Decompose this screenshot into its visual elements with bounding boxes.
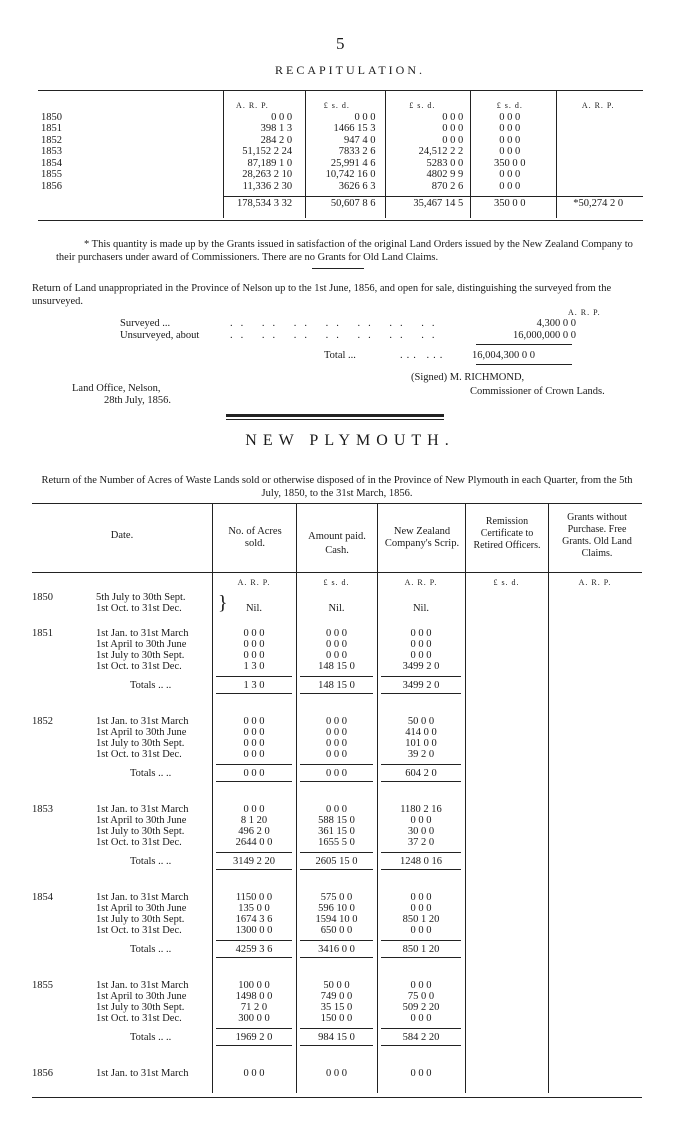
np-date: 1st Jan. to 31st March	[96, 804, 189, 815]
np-year: 1854	[32, 892, 53, 903]
recap-cash: 25,991 4 6	[330, 157, 376, 169]
recap-grants	[553, 112, 643, 124]
np-total-rule	[216, 957, 292, 958]
np-date: 1st Jan. to 31st March	[96, 980, 189, 991]
np-acres: 0 0 0	[243, 628, 265, 639]
page-number: 5	[336, 34, 345, 53]
np-year: 1853	[32, 804, 53, 815]
col-grants-header: Grants without Purchase. Free Grants. Old Land Claims.	[562, 512, 632, 559]
np-total-rule	[216, 781, 292, 782]
np-total-amount: 0 0 0	[326, 768, 347, 779]
np-acres: 0 0 0	[243, 727, 265, 738]
recap-year: 1856	[41, 180, 62, 192]
np-nz: 414 0 0	[405, 727, 437, 738]
np-date: 1st April to 30th June	[96, 639, 187, 650]
col-date-header: Date.	[110, 530, 134, 541]
np-total-rule	[300, 693, 373, 694]
np-nz: 850 1 20	[402, 914, 440, 925]
np-date: 1st April to 30th June	[96, 991, 187, 1002]
recap-totals-row	[38, 198, 643, 210]
recap-footnote: * This quantity is made up by the Grants issued in satisfaction of the original Land Orders issued by the New Zealand Company to their purchasers under award of Commissioners. There are no Grants for Old Land Claims.	[56, 239, 633, 263]
np-total-acres: 4259 3 6	[235, 944, 273, 955]
recap-acres: 28,263 2 10	[242, 169, 293, 180]
recap-totals-label	[38, 198, 210, 210]
recap-unit-header: £ s. d.	[496, 101, 523, 110]
unappropriated-total-value: 16,004,300 0 0	[472, 350, 535, 361]
np-nz: 0 0 0	[410, 650, 432, 661]
recap-scrip: 0 0 0	[442, 111, 464, 123]
recap-row	[38, 181, 643, 193]
np-total-rule	[216, 1045, 292, 1046]
recap-acres: 398 1 3	[260, 123, 293, 134]
np-nz: 0 0 0	[410, 925, 432, 936]
recap-acres: 284 2 0	[260, 134, 293, 146]
np-acres: 0 0 0	[243, 749, 265, 760]
recap-scrip: 24,512 2 2	[418, 146, 464, 157]
np-acres: 1300 0 0	[235, 925, 273, 936]
np-amount: 0 0 0	[326, 738, 347, 749]
new-plymouth-return-heading: Return of the Number of Acres of Waste Lands sold or otherwise disposed of in the Province of New Plymouth in each Quarter, from the 5th July, 1850, to the 31st March, 1856.	[41, 475, 633, 499]
np-acres: 0 0 0	[243, 650, 265, 661]
np-nz: 101 0 0	[405, 738, 437, 749]
recap-row	[38, 169, 643, 181]
np-total-rule	[300, 869, 373, 870]
np-year: 1856	[32, 1068, 53, 1079]
np-total-rule	[381, 940, 461, 941]
np-total-rule	[381, 957, 461, 958]
recap-spacer	[38, 100, 210, 112]
np-acres: 0 0 0	[243, 639, 265, 650]
np-total-rule	[381, 693, 461, 694]
np-amount: 650 0 0	[320, 925, 353, 936]
np-acres: 0 0 0	[243, 716, 265, 727]
recap-remission: 0 0 0	[499, 134, 521, 146]
recapitulation-table	[38, 100, 643, 210]
recapitulation-title: RECAPITULATION.	[275, 63, 425, 77]
np-totals-label: Totals .. ..	[130, 768, 172, 779]
recap-unit-header: £ s. d.	[323, 101, 350, 110]
col-nz-header: New Zealand Company's Scrip.	[384, 526, 460, 549]
np-nz: 0 0 0	[410, 1013, 432, 1024]
np-unit-amount: £ s. d.	[323, 578, 350, 587]
np-total-nz: 1248 0 16	[400, 856, 442, 867]
np-nz: 0 0 0	[410, 980, 432, 991]
recap-acres: 0 0 0	[271, 111, 293, 123]
np-acres: 2644 0 0	[235, 837, 273, 848]
np-date: 1st Jan. to 31st March	[96, 892, 189, 903]
np-acres: 300 0 0	[238, 1013, 270, 1024]
np-total-rule	[381, 676, 461, 677]
np-total-amount: 984 15 0	[318, 1032, 355, 1043]
unappropriated-row: Surveyed ... .. .. .. .. .. .. .. 4,300 0 0	[120, 318, 576, 329]
np-amount: 0 0 0	[326, 639, 347, 650]
recap-cash: 10,742 16 0	[325, 169, 376, 180]
np-total-nz: 3499 2 0	[402, 680, 440, 691]
np-totals-label: Totals .. ..	[130, 1032, 172, 1043]
np-nz: Nil.	[412, 603, 430, 614]
recap-acres: 51,152 2 24	[242, 146, 293, 157]
np-total-rule	[381, 869, 461, 870]
np-total-amount: 2605 15 0	[315, 856, 358, 867]
recap-year: 1851	[41, 123, 62, 134]
recap-row	[38, 123, 643, 135]
np-nz: 0 0 0	[410, 892, 432, 903]
np-total-amount: 148 15 0	[318, 680, 355, 691]
np-unit-acres: A. R. P.	[237, 578, 271, 587]
np-date: 1st July to 30th Sept.	[96, 650, 185, 661]
np-nz: 0 0 0	[410, 639, 432, 650]
np-amount: 588 15 0	[318, 815, 355, 826]
col-acres-header: No. of Acres sold.	[228, 526, 282, 549]
np-brace: }	[218, 592, 228, 614]
np-nz: 37 2 0	[407, 837, 435, 848]
recap-remission: 0 0 0	[499, 146, 521, 157]
np-total-acres: 0 0 0	[243, 768, 265, 779]
np-acres: 0 0 0	[243, 804, 265, 815]
np-totals-label: Totals .. ..	[130, 856, 172, 867]
np-amount: 0 0 0	[326, 749, 347, 760]
np-date: 1st Oct. to 31st Dec.	[96, 661, 182, 672]
np-acres: 135 0 0	[238, 903, 270, 914]
np-totals-label: Totals .. ..	[130, 944, 172, 955]
np-acres: 1 3 0	[243, 661, 265, 672]
np-total-rule	[300, 676, 373, 677]
np-amount: 35 15 0	[320, 1002, 353, 1013]
np-amount: 0 0 0	[326, 650, 347, 661]
recap-total-cash: 50,607 8 6	[330, 198, 376, 209]
np-amount: 749 0 0	[320, 991, 353, 1002]
np-total-rule	[381, 1045, 461, 1046]
recap-acres: 11,336 2 30	[242, 180, 293, 192]
recap-scrip: 5283 0 0	[426, 157, 464, 169]
np-amount: 1655 5 0	[318, 837, 355, 848]
np-total-acres: 1 3 0	[243, 680, 265, 691]
np-date: 1st Oct. to 31st Dec.	[96, 749, 182, 760]
np-date: 5th July to 30th Sept.	[96, 592, 186, 603]
np-nz: 3499 2 0	[402, 661, 440, 672]
recap-cash: 1466 15 3	[333, 123, 376, 134]
recap-unit-header-row	[38, 100, 643, 112]
recap-unit-header: A. R. P.	[581, 101, 615, 110]
np-acres: 0 0 0	[243, 738, 265, 749]
np-acres: 496 2 0	[238, 826, 270, 837]
np-total-rule	[216, 940, 292, 941]
np-total-nz: 604 2 0	[405, 768, 437, 779]
recap-total-acres: 178,534 3 32	[237, 198, 293, 209]
recap-remission: 0 0 0	[499, 180, 521, 192]
recap-row	[38, 158, 643, 170]
np-nz: 0 0 0	[410, 628, 432, 639]
np-total-rule	[216, 693, 292, 694]
land-office-date: 28th July, 1856.	[104, 395, 171, 406]
recap-remission: 0 0 0	[499, 169, 521, 180]
np-unit-grants: A. R. P.	[578, 578, 612, 587]
recap-acres: 87,189 1 0	[247, 157, 293, 169]
np-total-rule	[300, 764, 373, 765]
unappropriated-heading: Return of Land unappropriated in the Province of Nelson up to the 1st June, 1856, and open for sale, distinguishing the surveyed from the unsurveyed.	[32, 283, 612, 307]
np-date: 1st Oct. to 31st Dec.	[96, 603, 182, 614]
np-acres: 8 1 20	[240, 815, 268, 826]
np-total-rule	[381, 852, 461, 853]
recap-year: 1850	[41, 111, 62, 123]
recap-remission: 0 0 0	[499, 111, 521, 123]
np-total-rule	[300, 957, 373, 958]
recap-cash: 0 0 0	[354, 111, 376, 123]
np-nz: 30 0 0	[407, 826, 435, 837]
np-amount: 0 0 0	[326, 804, 347, 815]
np-total-nz: 584 2 20	[402, 1032, 440, 1043]
recap-cash: 3626 6 3	[338, 180, 376, 192]
np-nz: 1180 2 16	[400, 804, 442, 815]
np-acres: 100 0 0	[238, 980, 270, 991]
np-acres: 1498 0 0	[235, 991, 273, 1002]
signature-line: (Signed) M. RICHMOND,	[411, 372, 525, 383]
col-remission-header: Remission Certificate to Retired Officers.	[473, 516, 541, 551]
recap-total-remission: 350 0 0	[494, 198, 526, 209]
np-total-rule	[216, 852, 292, 853]
np-nz: 0 0 0	[410, 1068, 432, 1079]
recap-year: 1853	[41, 146, 62, 157]
np-amount: 1594 10 0	[315, 914, 358, 925]
np-year: 1852	[32, 716, 53, 727]
np-amount: 0 0 0	[326, 628, 347, 639]
recap-scrip: 0 0 0	[442, 123, 464, 134]
recap-remission: 350 0 0	[494, 157, 526, 169]
np-acres: Nil.	[245, 603, 263, 614]
np-date: 1st April to 30th June	[96, 727, 187, 738]
np-date: 1st Jan. to 31st March	[96, 628, 189, 639]
np-date: 1st April to 30th June	[96, 815, 187, 826]
np-amount: 575 0 0	[320, 892, 353, 903]
np-amount: 150 0 0	[320, 1013, 353, 1024]
recap-row	[38, 146, 643, 158]
recap-year: 1855	[41, 169, 62, 180]
recap-grants	[553, 146, 643, 158]
np-date: 1st July to 30th Sept.	[96, 738, 185, 749]
np-acres: 1674 3 6	[235, 914, 273, 925]
np-amount: 0 0 0	[326, 716, 347, 727]
recap-grants	[553, 135, 643, 147]
np-total-rule	[300, 852, 373, 853]
np-nz: 509 2 20	[402, 1002, 440, 1013]
np-date: 1st Oct. to 31st Dec.	[96, 1013, 182, 1024]
recap-scrip: 4802 9 9	[426, 169, 464, 180]
np-date: 1st Oct. to 31st Dec.	[96, 925, 182, 936]
land-office-line1: Land Office, Nelson,	[72, 383, 161, 394]
recap-cash: 7833 2 6	[338, 146, 376, 157]
signature-title: Commissioner of Crown Lands.	[470, 386, 605, 397]
np-date: 1st Oct. to 31st Dec.	[96, 837, 182, 848]
unappropriated-total-label: Total ...	[324, 350, 356, 361]
np-total-acres: 3149 2 20	[233, 856, 275, 867]
np-nz: 75 0 0	[407, 991, 435, 1002]
np-unit-nz: A. R. P.	[404, 578, 438, 587]
np-total-rule	[216, 764, 292, 765]
col-amount-header: Amount paid. Cash.	[308, 531, 366, 556]
np-total-rule	[300, 781, 373, 782]
unappropriated-row-value: 4,300 0 0	[536, 318, 576, 329]
np-nz: 0 0 0	[410, 903, 432, 914]
recap-year: 1852	[41, 134, 62, 146]
np-acres: 0 0 0	[243, 1068, 265, 1079]
np-total-rule	[216, 1028, 292, 1029]
unappropriated-row-value: 16,000,000 0 0	[513, 330, 576, 341]
np-nz: 0 0 0	[410, 815, 432, 826]
unappropriated-unit-header: A. R. P.	[568, 308, 601, 317]
recap-unit-header: £ s. d.	[409, 101, 436, 110]
unappropriated-list	[120, 318, 630, 342]
np-date: 1st July to 30th Sept.	[96, 1002, 185, 1013]
recap-grants	[553, 123, 643, 135]
np-amount: 361 15 0	[318, 826, 355, 837]
np-year: 1855	[32, 980, 53, 991]
np-date: 1st April to 30th June	[96, 903, 187, 914]
np-date: 1st Jan. to 31st March	[96, 716, 189, 727]
np-date: 1st July to 30th Sept.	[96, 826, 185, 837]
recap-grants	[553, 158, 643, 170]
recap-unit-header: A. R. P.	[236, 101, 269, 110]
np-total-rule	[300, 1028, 373, 1029]
np-year: 1850	[32, 592, 53, 603]
np-amount: 596 10 0	[318, 903, 355, 914]
np-date: 1st Jan. to 31st March	[96, 1068, 189, 1079]
new-plymouth-title: NEW PLYMOUTH.	[245, 432, 455, 449]
np-total-rule	[381, 764, 461, 765]
recap-grants	[553, 169, 643, 181]
recap-year: 1854	[41, 157, 62, 169]
np-totals-label: Totals .. ..	[130, 680, 172, 691]
recap-scrip: 870 2 6	[431, 180, 464, 192]
unappropriated-row: Unsurveyed, about .. .. .. .. .. .. .. 16,000,000 0 0	[120, 330, 576, 341]
np-nz: 39 2 0	[407, 749, 435, 760]
np-date: 1st July to 30th Sept.	[96, 914, 185, 925]
recap-row	[38, 135, 643, 147]
np-total-rule	[216, 869, 292, 870]
recap-row	[38, 112, 643, 124]
recap-total-grants: *50,274 2 0	[573, 198, 624, 209]
recap-scrip: 0 0 0	[442, 134, 464, 146]
np-acres: 71 2 0	[240, 1002, 268, 1013]
np-nz: 50 0 0	[407, 716, 435, 727]
np-total-amount: 3416 0 0	[318, 944, 355, 955]
recap-grants	[553, 181, 643, 193]
np-amount: 0 0 0	[326, 1068, 347, 1079]
np-amount: 0 0 0	[326, 727, 347, 738]
np-year: 1851	[32, 628, 53, 639]
np-amount: 148 15 0	[318, 661, 355, 672]
np-acres: 1150 0 0	[235, 892, 273, 903]
recap-total-scrip: 35,467 14 5	[413, 198, 464, 209]
np-total-rule	[216, 676, 292, 677]
recap-remission: 0 0 0	[499, 123, 521, 134]
np-amount: Nil.	[328, 603, 345, 614]
np-total-rule	[300, 940, 373, 941]
np-amount: 50 0 0	[323, 980, 350, 991]
np-total-rule	[300, 1045, 373, 1046]
np-total-rule	[381, 781, 461, 782]
np-total-acres: 1969 2 0	[235, 1032, 273, 1043]
unappropriated-row-label: Unsurveyed, about	[120, 330, 200, 341]
np-total-rule	[381, 1028, 461, 1029]
unappropriated-row-label: Surveyed ...	[120, 318, 171, 329]
np-unit-remission: £ s. d.	[493, 578, 520, 587]
recap-cash: 947 4 0	[343, 134, 376, 146]
np-total-nz: 850 1 20	[402, 944, 440, 955]
